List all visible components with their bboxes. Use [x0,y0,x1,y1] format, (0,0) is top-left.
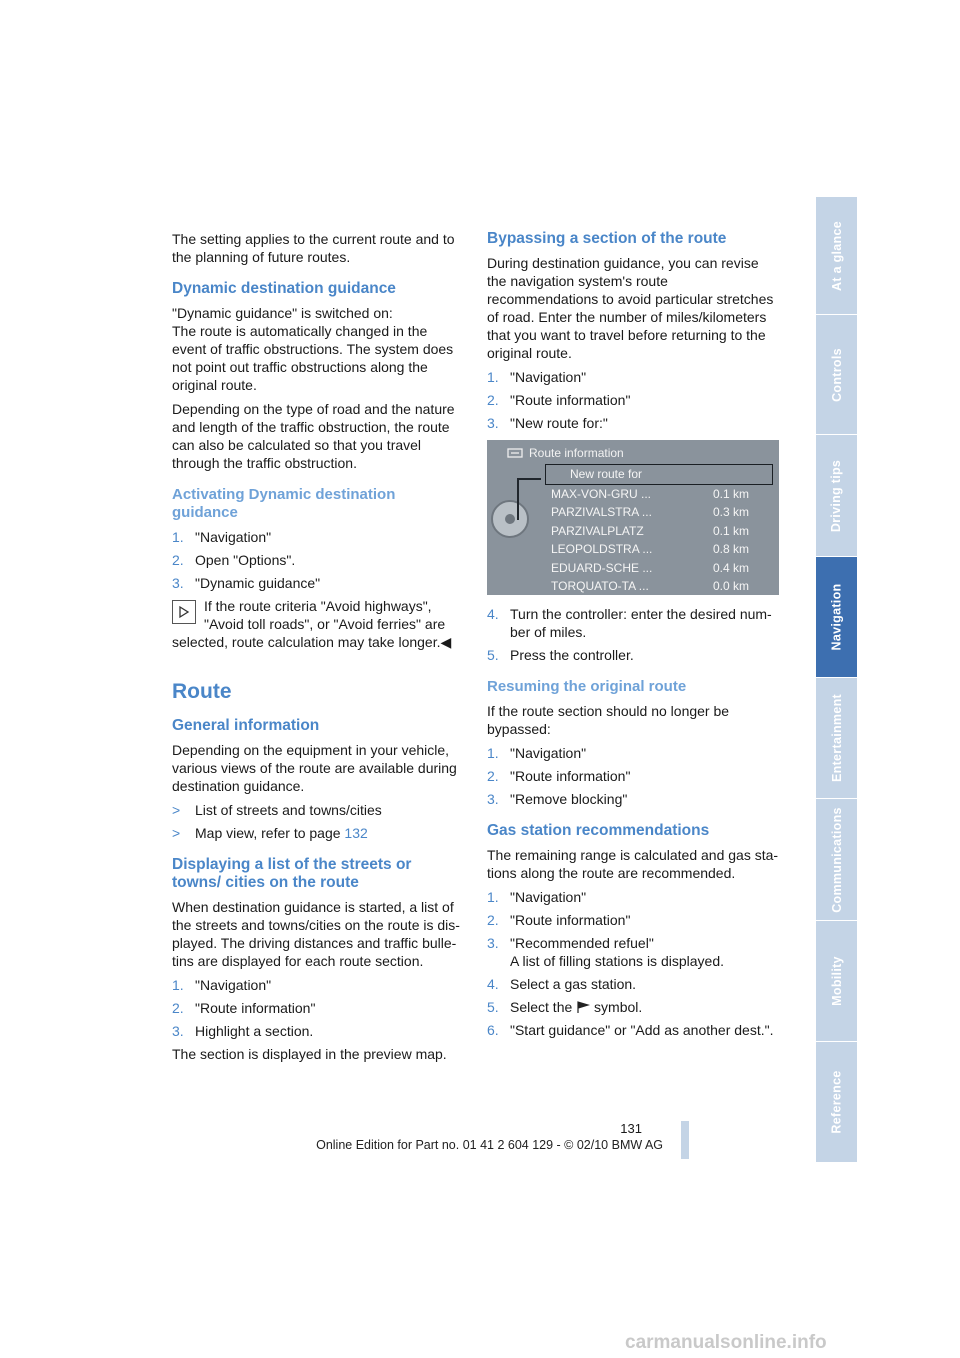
step-text: Turn the controller: enter the desired num- ber of miles. [510,606,772,640]
row-dist: 0.1 km [713,486,750,501]
row-name: PARZIVALPLATZ [551,523,644,538]
screenshot-row [545,485,773,504]
step-number: 4. [487,976,499,992]
tab-reference[interactable] [816,1042,857,1162]
left-column [172,230,464,1069]
screenshot-title: Route information [529,446,624,460]
page-marker [681,1121,689,1159]
step-text: "New route for:" [510,415,608,431]
step-text: Highlight a section. [195,1023,314,1039]
route-heading: Route [172,680,232,703]
row-dist [712,465,766,484]
step-number: 1. [487,889,499,905]
resume-paragraph: If the route section should no longer be bypassed: [487,703,730,737]
display-list-end: The section is displayed in the preview map. [172,1046,447,1062]
page-number: 131 [620,1121,642,1136]
step-number: 3. [487,791,499,807]
step-text: "Navigation" [510,745,587,761]
step-number: 3. [172,575,184,591]
tab-label: Navigation [829,583,844,651]
row-dist: 0.3 km [713,505,750,519]
list-item [172,999,464,1017]
list-item [487,368,779,386]
list-item [487,975,779,993]
step-text: "Navigation" [510,369,587,385]
row-name: TORQUATO-TA ... [551,579,649,593]
tab-mobility[interactable] [816,921,857,1041]
screenshot-header [507,444,624,462]
step-number: 3. [487,415,499,431]
row-dist: 0.1 km [713,523,750,538]
route-info-icon [507,447,523,459]
list-item [487,1021,779,1039]
step-text: Select the [510,999,577,1015]
end-mark-icon: ◀ [440,634,452,650]
bypass-paragraph: During destination guidance, you can revise the navigation system's route recommendations to avoid particular stretches of road. Enter the number of miles/kilometers that you want to travel before returning to the original route. [487,255,774,361]
list-item [487,646,779,664]
bullet-text: List of streets and towns/cities [195,802,382,818]
step-text: "Start guidance" or "Add as another dest.". [510,1022,774,1038]
list-item [487,391,779,409]
tab-driving-tips[interactable] [816,435,857,556]
route-flag-icon [576,1001,590,1014]
step-number: 1. [172,529,184,545]
dynamic-guidance-heading: Dynamic destination guidance [172,280,396,297]
row-name: LEOPOLDSTRA ... [551,542,653,556]
tab-label: Controls [829,347,844,402]
gas-station-paragraph: The remaining range is calculated and gas sta- tions along the route are recommended. [487,847,779,881]
row-name: MAX-VON-GRU ... [551,486,652,501]
tab-label: Driving tips [829,459,844,532]
screenshot-list [545,464,773,595]
step-number: 3. [487,935,499,951]
dynamic-guidance-status: "Dynamic guidance" is switched on: [172,305,393,321]
bullet-mark: > [172,825,181,841]
tab-communications[interactable] [816,799,857,920]
step-text: "Route information" [195,1000,316,1016]
list-item [487,605,779,641]
step-number: 2. [172,552,184,568]
list-item [487,414,779,432]
row-name: EDUARD-SCHE ... [551,560,653,575]
step-text: "Recommended refuel" [510,935,654,951]
gas-station-heading: Gas station recommendations [487,822,710,839]
step-number: 3. [172,1023,184,1039]
general-info-paragraph: Depending on the equipment in your vehicle, various views of the route are available during destination guidance. [172,742,457,794]
step-number: 1. [487,745,499,761]
list-item [487,767,779,785]
activating-heading: Activating Dynamic destination guidance [172,486,396,521]
row-dist: 0.0 km [713,579,750,593]
step-number: 4. [487,606,499,622]
tab-label: Mobility [829,956,844,1006]
step-text: Press the controller. [510,647,634,663]
tab-navigation[interactable] [816,557,857,677]
step-text: symbol. [590,999,643,1015]
screenshot-row [545,522,773,541]
step-text: Open "Options". [195,552,296,568]
display-list-paragraph: When destination guidance is started, a list of the streets and towns/cities on the route is dis- played. The driving distances and traffic bulle- tins are displayed for each route section. [172,899,460,969]
step-number: 2. [172,1000,184,1016]
step-number: 2. [487,768,499,784]
screenshot-row [545,559,773,578]
tab-label: Communications [829,806,844,913]
step-number: 5. [487,999,499,1015]
screenshot-row-selected [545,464,773,485]
step-subtext: A list of filling stations is displayed. [510,953,724,969]
pointer-line [517,478,541,520]
step-number: 5. [487,647,499,663]
bullet-mark: > [172,802,181,818]
list-item [172,551,464,569]
watermark: carmanualsonline.info [625,1332,827,1353]
note-text: If the route criteria "Avoid highways", "Avoid toll roads", or "Avoid ferries" are selected, route calculation may take longer. [172,598,446,650]
step-number: 1. [487,369,499,385]
list-item [487,888,779,906]
general-info-heading: General information [172,717,320,734]
list-item [172,976,464,994]
dynamic-guidance-paragraph: The route is automatically changed in the event of traffic obstructions. The system does not point out traffic obstructions along the original route. [172,323,454,393]
step-text: "Navigation" [510,889,587,905]
step-text: Select a gas station. [510,976,637,992]
list-item [487,934,779,970]
footer-edition: Online Edition for Part no. 01 41 2 604 129 - © 02/10 BMW AG [316,1138,663,1152]
list-item [487,744,779,762]
page-reference-link[interactable]: 132 [344,825,368,841]
note-block [172,597,464,651]
tab-label: At a glance [829,220,844,291]
list-item [172,1022,464,1040]
screenshot-row [545,503,773,522]
screenshot-row [545,577,773,595]
step-text: "Navigation" [195,977,272,993]
step-number: 1. [172,977,184,993]
screenshot-row [545,540,773,559]
step-text: "Navigation" [195,529,272,545]
route-info-screenshot [487,440,779,595]
step-text: "Remove blocking" [510,791,628,807]
tab-at-a-glance[interactable] [816,197,857,314]
tab-label: Entertainment [829,694,844,782]
tab-controls[interactable] [816,315,857,434]
resume-heading: Resuming the original route [487,678,687,695]
step-number: 6. [487,1022,499,1038]
list-item [487,998,779,1016]
step-text: "Route information" [510,912,631,928]
list-item [172,801,464,819]
step-text: "Dynamic guidance" [195,575,321,591]
row-dist: 0.8 km [713,542,750,556]
step-text: "Route information" [510,392,631,408]
step-number: 2. [487,392,499,408]
list-item [172,574,464,592]
step-number: 2. [487,912,499,928]
tab-entertainment[interactable] [816,678,857,798]
list-item [487,911,779,929]
row-dist: 0.4 km [713,560,750,575]
list-item [172,528,464,546]
display-list-heading: Displaying a list of the streets or towns/ cities on the route [172,856,412,891]
row-name: PARZIVALSTRA ... [551,505,652,519]
dynamic-guidance-paragraph-2: Depending on the type of road and the nature and length of the traffic obstruction, the route can also be calculated so that you travel through the traffic obstruction. [172,401,455,471]
chapter-tabs [816,197,857,1163]
right-column [487,230,779,1044]
intro-paragraph: The setting applies to the current route and to the planning of future routes. [172,231,455,265]
tab-label: Reference [829,1070,844,1134]
bullet-text: Map view, refer to page [195,825,345,841]
list-item [487,790,779,808]
bypass-heading: Bypassing a section of the route [487,230,727,247]
list-item [172,824,464,842]
note-arrow-icon [172,600,196,624]
row-name: New route for [570,467,643,481]
step-text: "Route information" [510,768,631,784]
